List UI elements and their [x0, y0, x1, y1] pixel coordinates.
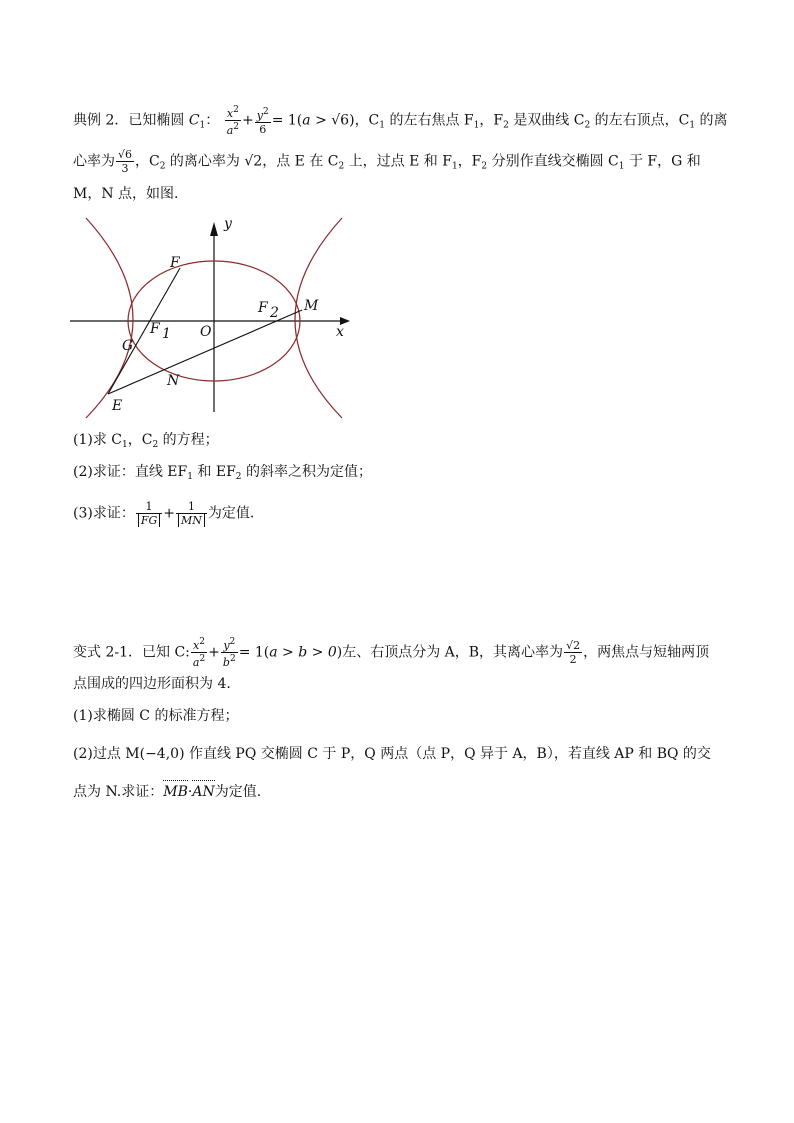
label-F1: F	[150, 321, 160, 337]
symbol-c1: C	[188, 112, 200, 129]
problem1-question2: (2)求证：直线 $EF_1$ 和 $EF_2$ 的斜率之积为定值；	[73, 464, 372, 482]
problem1-title: 典例 2．已知椭圆	[73, 112, 189, 129]
fraction-x2-a2: $\frac{x^2}{a^2}$	[226, 105, 240, 137]
equals-one: = 1	[271, 112, 297, 129]
text: 为定值.	[207, 505, 255, 522]
label-G: G	[122, 338, 134, 354]
label-F1-sub: 1	[162, 326, 171, 342]
y-axis-arrow	[210, 222, 218, 236]
text: (3)求证：	[73, 505, 135, 522]
text: (2)求证：直线 EF	[73, 464, 188, 480]
label-F2-sub: 2	[270, 305, 279, 321]
fraction-sqrt2-2: $\frac{√2}{2}$	[566, 639, 581, 666]
fraction-y2-6: $\frac{y^2}{6}$	[256, 106, 269, 136]
text: ，C	[127, 432, 153, 448]
fraction-1-MN: $\frac{1}{MN}$	[176, 500, 207, 527]
vector-MB: MB	[163, 780, 188, 802]
text: ，C	[135, 153, 160, 170]
text: ，C	[354, 112, 380, 129]
label-x: x	[336, 324, 344, 340]
text: 心率为	[73, 153, 115, 170]
text: 和 EF	[192, 464, 236, 480]
text: 是双曲线 C	[508, 112, 585, 129]
label-N: N	[167, 373, 180, 389]
problem2-question1: (1)求椭圆 C 的标准方程；	[73, 708, 239, 724]
text: 的左右顶点，C	[590, 112, 690, 129]
text: (1)求 C	[73, 432, 122, 448]
text: 分别作直线交椭圆 C	[487, 153, 619, 170]
text: ，F	[479, 112, 504, 129]
problem1-line1: 典例 2．已知椭圆 $C_1$： $\frac{x^2}{a^2}$ + $\frac{y^2}{6}$ = 1(a > √6)，$C_1$ 的左右焦点 $F_1$，$F_2$ 是双曲线 $C_2$ 的左右顶点，$C_1$ 的离	[73, 105, 728, 137]
plus: +	[242, 112, 254, 129]
text: 的方程；	[158, 432, 219, 448]
problem1-question3: (3)求证： $\frac{1}{FG}$ + $\frac{1}{MN}$ 为定值.	[73, 500, 255, 527]
problem2-question2-cont	[73, 780, 261, 802]
text: 上，过点 E 和 F	[344, 153, 452, 170]
label-O: O	[200, 324, 212, 340]
text: 为定值.	[214, 784, 262, 800]
hyperbola-right-branch	[295, 218, 342, 418]
text: ，F	[457, 153, 482, 170]
text: 的左右焦点 F	[385, 112, 474, 129]
text: 的离	[695, 112, 728, 129]
label-M: M	[304, 298, 319, 314]
text: 的离心率为 √2，点 E 在 C	[165, 153, 339, 170]
text: 的斜率之积为定值；	[241, 464, 372, 480]
cond-gt: > √6	[310, 112, 350, 129]
condition: a > b > 0	[269, 644, 337, 661]
problem2-question2: (2)过点 M(−4,0) 作直线 PQ 交椭圆 C 于 P，Q 两点（点 P，Q 异于 A，B），若直线 AP 和 BQ 的交	[73, 746, 711, 762]
colon: ：	[205, 112, 220, 129]
fraction-1-FG: $\frac{1}{FG}$	[136, 500, 162, 527]
problem2-title: 变式 2-1．已知 C:	[73, 644, 190, 661]
text: 点为 N.求证：	[73, 784, 164, 800]
problem2-line2: 点围成的四边形面积为 4.	[73, 676, 231, 692]
cond-a: a	[302, 112, 311, 129]
line-EM	[108, 310, 302, 394]
dot: ·	[187, 784, 193, 800]
label-F: F	[170, 255, 180, 271]
fraction-x2-a2: $\frac{x^2}{a^2}$	[192, 637, 206, 669]
equals-one: = 1	[238, 644, 264, 661]
label-F2: F	[258, 300, 268, 316]
text: 左、右顶点分为 A，B，其离心率为	[342, 644, 564, 661]
text: 于 F，G 和	[624, 153, 701, 170]
label-y: y	[224, 216, 232, 232]
conic-figure	[70, 212, 360, 422]
problem2-line1: 变式 2-1．已知 C: $\frac{x^2}{a^2}$ + $\frac{y^2}{b^2}$ = 1(a > b > 0)左、右顶点分为 A，B，其离心率为 $\frac{√2}{2}$ ，两焦点与短轴两顶	[73, 637, 710, 669]
label-E: E	[112, 398, 123, 414]
problem1-question1: (1)求 $C_1$，$C_2$ 的方程；	[73, 432, 219, 450]
text: ，两焦点与短轴两顶	[583, 644, 710, 661]
fraction-y2-b2: $\frac{y^2}{b^2}$	[222, 637, 236, 669]
problem1-line2: 心率为 $\frac{√6}{3}$ ，$C_2$ 的离心率为 √2，点 E 在 $C_2$ 上，过点 E 和 $F_1$，$F_2$ 分别作直线交椭圆 $C_1$ 于 F，G 和	[73, 148, 701, 175]
hyperbola-left-branch	[86, 218, 133, 418]
problem1-line3: M，N 点，如图.	[73, 186, 179, 202]
vector-AN: AN	[192, 780, 214, 802]
fraction-sqrt6-3: $\frac{√6}{3}$	[118, 148, 133, 175]
